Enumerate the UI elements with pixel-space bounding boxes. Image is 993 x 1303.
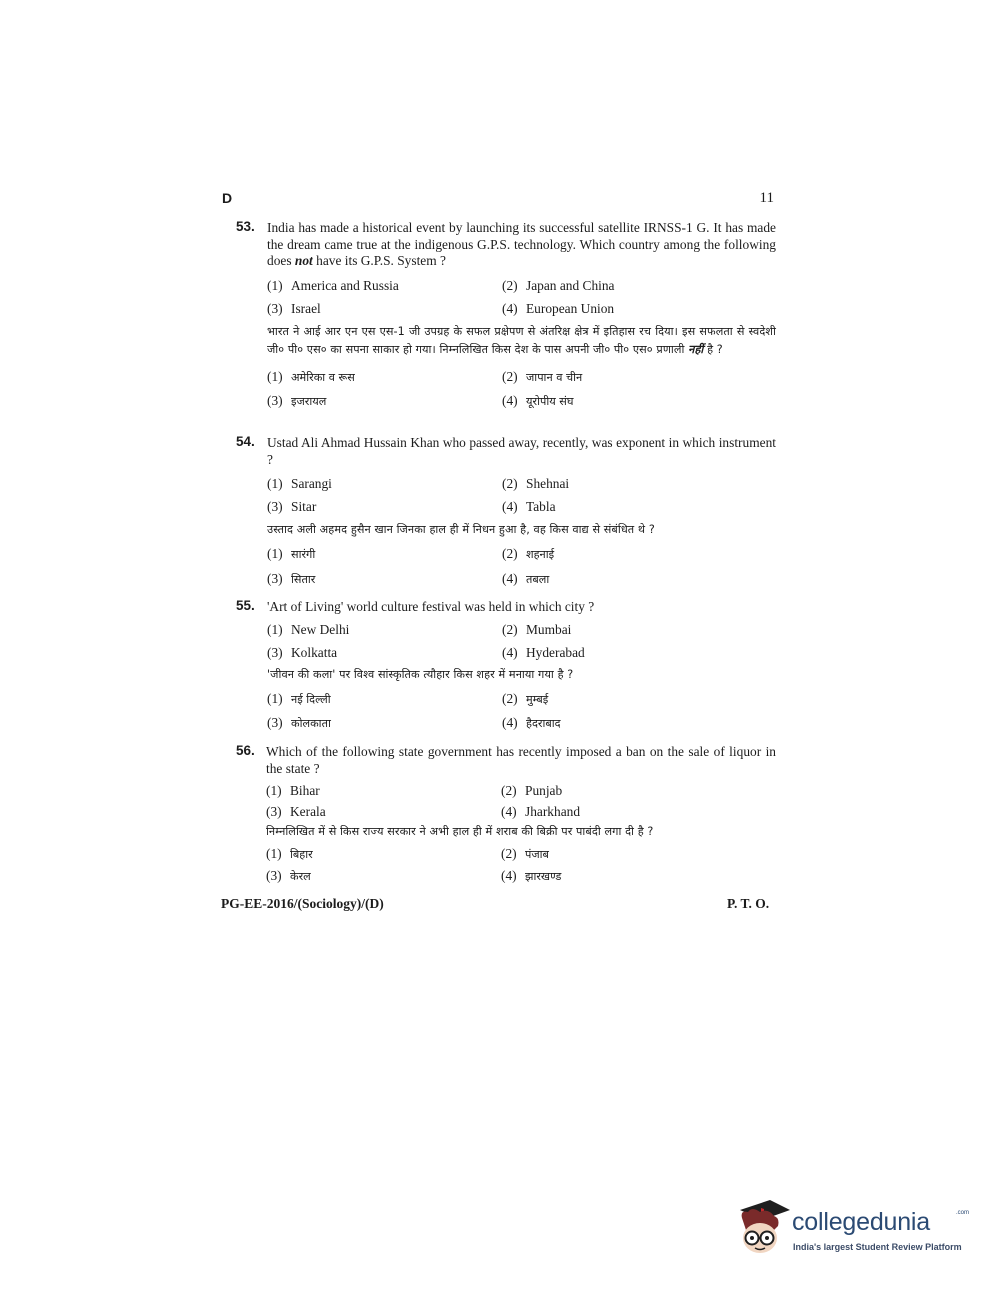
option-number: (3) bbox=[267, 499, 283, 514]
option-text: सारंगी bbox=[291, 548, 316, 561]
question-text-hi bbox=[267, 323, 776, 359]
option-text: तबला bbox=[526, 572, 550, 586]
option-text: Kolkatta bbox=[291, 644, 338, 660]
question-text-hi bbox=[266, 823, 776, 841]
question-text-hi bbox=[267, 521, 776, 539]
option bbox=[502, 276, 732, 299]
text-part: निम्नलिखित में से किस राज्य सरकार ने अभी हाल ही में शराब की बिक्री पर पाबंदी लगा दी है ? bbox=[266, 825, 654, 838]
option-text: कोलकाता bbox=[291, 717, 331, 730]
option-text: जापान व चीन bbox=[526, 370, 583, 384]
option-text: Shehnai bbox=[526, 476, 570, 491]
option-text: European Union bbox=[526, 300, 615, 316]
option-number: (3) bbox=[266, 868, 282, 883]
option bbox=[267, 366, 502, 391]
option-text: Punjab bbox=[525, 783, 563, 798]
option-number: (4) bbox=[502, 499, 518, 514]
logo-tagline: India's largest Student Review Platform bbox=[793, 1242, 962, 1252]
paper-code: PG-EE-2016/(Sociology)/(D) bbox=[221, 896, 384, 911]
option-number: (4) bbox=[502, 570, 518, 586]
option bbox=[266, 843, 501, 865]
option-text: नई दिल्ली bbox=[291, 692, 331, 706]
option-number: (1) bbox=[267, 546, 283, 561]
option bbox=[267, 276, 502, 299]
option-number: (3) bbox=[266, 804, 282, 819]
option-number: (2) bbox=[502, 546, 518, 561]
question-55 bbox=[236, 598, 776, 737]
option bbox=[502, 474, 732, 497]
option-text: झारखण्ड bbox=[525, 870, 562, 883]
options-en bbox=[267, 276, 776, 322]
collegedunia-logo bbox=[734, 1196, 970, 1268]
options-en bbox=[267, 620, 776, 666]
option-text: New Delhi bbox=[291, 621, 350, 637]
option-number: (2) bbox=[502, 476, 518, 491]
option-number: (4) bbox=[502, 715, 518, 730]
option bbox=[267, 620, 502, 643]
options-hi bbox=[266, 843, 776, 887]
option-number: (4) bbox=[501, 804, 517, 819]
option bbox=[502, 299, 732, 322]
option bbox=[267, 497, 502, 520]
option bbox=[501, 802, 731, 823]
option-number: (3) bbox=[267, 300, 283, 316]
option-text: शहनाई bbox=[526, 548, 555, 561]
option-text: Mumbai bbox=[526, 621, 572, 637]
option bbox=[266, 781, 501, 802]
option-number: (4) bbox=[502, 393, 518, 408]
option bbox=[502, 568, 732, 593]
option bbox=[502, 497, 732, 520]
option-text: Israel bbox=[291, 300, 321, 316]
option-number: (2) bbox=[501, 846, 517, 861]
question-text-en bbox=[267, 220, 776, 270]
option-number: (2) bbox=[502, 690, 518, 706]
question-53 bbox=[236, 219, 776, 415]
emphasis: नहीं bbox=[688, 342, 704, 356]
option-text: Japan and China bbox=[526, 277, 615, 293]
options-hi bbox=[267, 366, 776, 415]
option-text: इजरायल bbox=[291, 395, 327, 408]
option bbox=[502, 712, 732, 737]
logo-domain: .com bbox=[956, 1210, 970, 1216]
option-number: (3) bbox=[267, 570, 283, 586]
option bbox=[267, 299, 502, 322]
question-54 bbox=[236, 434, 776, 592]
option bbox=[502, 688, 732, 713]
options-en bbox=[267, 474, 776, 520]
option bbox=[266, 865, 501, 887]
options-en bbox=[266, 781, 776, 823]
option-number: (1) bbox=[267, 621, 283, 637]
question-number: 53. bbox=[236, 219, 255, 234]
set-code: D bbox=[222, 190, 233, 206]
text-part: 'Art of Living' world culture festival was held in which city ? bbox=[267, 599, 595, 614]
option-text: Sitar bbox=[291, 499, 317, 514]
option-text: हैदराबाद bbox=[526, 717, 561, 730]
option-number: (4) bbox=[501, 868, 517, 883]
emphasis: not bbox=[294, 253, 313, 268]
option-number: (1) bbox=[266, 783, 282, 798]
option-text: मुम्बई bbox=[526, 692, 549, 706]
option-number: (2) bbox=[502, 277, 518, 293]
text-part: है ? bbox=[703, 342, 723, 356]
option-number: (1) bbox=[267, 277, 283, 293]
question-text-hi bbox=[267, 666, 776, 684]
option bbox=[501, 781, 731, 802]
question-number: 56. bbox=[236, 743, 255, 758]
options-hi bbox=[267, 688, 776, 737]
question-text-en bbox=[266, 744, 776, 777]
option bbox=[267, 474, 502, 497]
option bbox=[501, 843, 731, 865]
option bbox=[267, 390, 502, 415]
option-number: (3) bbox=[267, 644, 283, 660]
option-text: बिहार bbox=[290, 848, 313, 861]
text-part: 'जीवन की कला' पर विश्व सांस्कृतिक त्यौहार किस शहर में मनाया गया है ? bbox=[267, 667, 574, 681]
option bbox=[267, 688, 502, 713]
option-number: (3) bbox=[267, 715, 283, 730]
option bbox=[267, 543, 502, 568]
option-text: Sarangi bbox=[291, 476, 332, 491]
option-number: (4) bbox=[502, 644, 518, 660]
option bbox=[502, 620, 732, 643]
option-text: Bihar bbox=[290, 783, 320, 798]
question-number: 55. bbox=[236, 598, 255, 613]
text-part: have its G.P.S. System ? bbox=[312, 253, 446, 268]
mascot-icon bbox=[734, 1196, 792, 1262]
pto-marker: P. T. O. bbox=[727, 896, 770, 911]
option-number: (1) bbox=[267, 476, 283, 491]
option-text: Jharkhand bbox=[525, 804, 581, 819]
option bbox=[267, 712, 502, 737]
text-part: भारत ने आई आर एन एस एस-1 जी उपग्रह के सफल प्रक्षेपण से अंतरिक्ष क्षेत्र में इतिहास रच दिया। इस सफलता से स्वदेशी जी० पी० एस० का सपना साकार हो गया। निम्नलिखित किस देश के पास अपनी जी० पी० एस० प्रणाली bbox=[267, 324, 776, 356]
option bbox=[502, 390, 732, 415]
option-text: यूरोपीय संघ bbox=[526, 395, 574, 408]
option-number: (1) bbox=[267, 690, 283, 706]
option-text: अमेरिका व रूस bbox=[291, 370, 355, 384]
page-number: 11 bbox=[759, 190, 774, 206]
option-number: (3) bbox=[267, 393, 283, 408]
option-text: केरल bbox=[290, 870, 311, 883]
text-part: Which of the following state government has recently imposed a ban on the sale of liquor in the state ? bbox=[266, 744, 776, 776]
option-text: सितार bbox=[291, 572, 316, 586]
logo-brand-name: collegedunia bbox=[792, 1208, 930, 1236]
option bbox=[267, 643, 502, 666]
option bbox=[501, 865, 731, 887]
option-number: (2) bbox=[502, 621, 518, 637]
text-part: India has made a historical event by launching its successful satellite IRNSS-1 G. It has made the dream came true at the indigenous G.P.S. technology. Which country among the following does bbox=[267, 220, 776, 268]
options-hi bbox=[267, 543, 776, 592]
option bbox=[266, 802, 501, 823]
option-number: (1) bbox=[267, 368, 283, 384]
option-number: (2) bbox=[502, 368, 518, 384]
option-number: (1) bbox=[266, 846, 282, 861]
option bbox=[267, 568, 502, 593]
text-part: Ustad Ali Ahmad Hussain Khan who passed away, recently, was exponent in which instrument ? bbox=[267, 435, 776, 467]
option bbox=[502, 643, 732, 666]
option bbox=[502, 366, 732, 391]
option-text: Hyderabad bbox=[526, 644, 585, 660]
question-text-en bbox=[267, 435, 776, 468]
question-56 bbox=[236, 743, 776, 887]
option-number: (2) bbox=[501, 783, 517, 798]
question-text-en bbox=[267, 599, 776, 616]
option bbox=[502, 543, 732, 568]
option-text: America and Russia bbox=[291, 277, 399, 293]
text-part: उस्ताद अली अहमद हुसैन खान जिनका हाल ही में निधन हुआ है, वह किस वाद्य से संबंधित थे ? bbox=[267, 523, 655, 536]
option-text: पंजाब bbox=[525, 848, 549, 861]
option-number: (4) bbox=[502, 300, 518, 316]
option-text: Kerala bbox=[290, 804, 326, 819]
question-number: 54. bbox=[236, 434, 255, 449]
option-text: Tabla bbox=[526, 499, 556, 514]
